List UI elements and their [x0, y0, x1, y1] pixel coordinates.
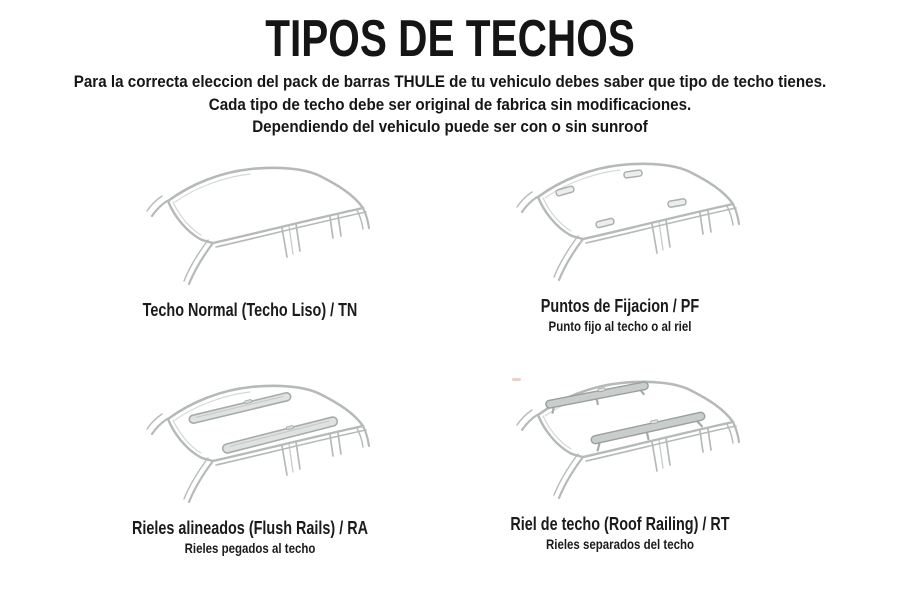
intro-paragraph [0, 71, 900, 139]
roof-type-label-ra: Rieles alineados (Flush Rails) / RA [131, 518, 369, 538]
roof-type-card-rt [455, 364, 785, 553]
smooth-roof-illustration [85, 150, 415, 298]
flush-rails-roof-illustration [85, 368, 415, 516]
roof-type-sublabel-ra: Rieles pegados al techo [184, 540, 316, 556]
roof-type-card-tn [85, 150, 415, 322]
roof-type-label-rt: Riel de techo (Roof Railing) / RT [510, 514, 730, 534]
roof-type-label-pf: Puntos de Fijacion / PF [540, 296, 700, 316]
roof-type-card-ra [85, 368, 415, 557]
roof-type-card-pf [455, 146, 785, 335]
scan-artifact-mark [512, 378, 521, 381]
flush-rails [188, 390, 338, 454]
page-title: TIPOS DE TECHOS [265, 10, 635, 68]
raised-roof-railing-illustration [455, 364, 785, 512]
intro-line-3: Dependiendo del vehiculo puede ser con o sin sunroof [252, 118, 648, 136]
intro-line-2: Cada tipo de techo debe ser original de fabrica sin modificaciones. [208, 95, 692, 114]
intro-line-1: Para la correcta eleccion del pack de barras THULE de tu vehiculo debes saber que tipo de techo tienes. [73, 73, 827, 91]
raised-rails [545, 379, 707, 451]
fixed-points-roof-illustration [455, 146, 785, 294]
roof-type-sublabel-pf: Punto fijo al techo o al riel [548, 318, 692, 334]
roof-type-sublabel-rt: Rieles separados del techo [545, 536, 695, 552]
roof-type-label-tn: Techo Normal (Techo Liso) / TN [142, 300, 358, 320]
